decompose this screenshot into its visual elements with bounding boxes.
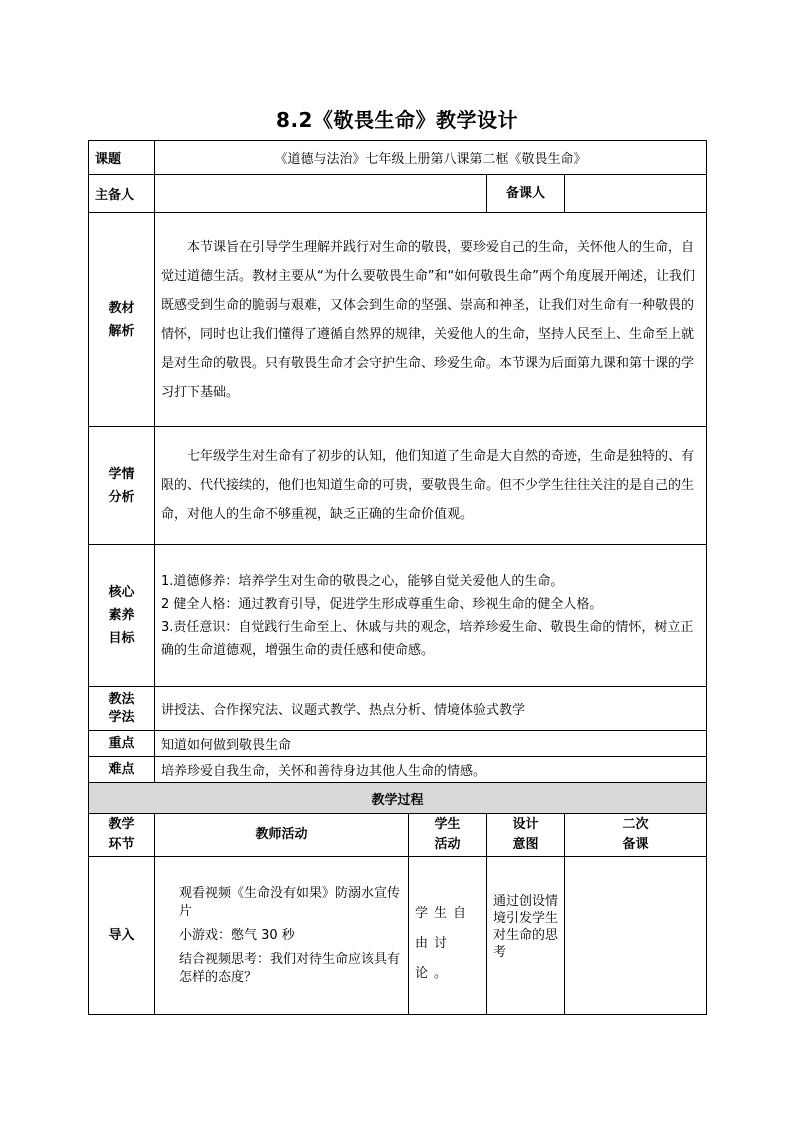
process-section-row [89, 783, 707, 814]
goals-row [89, 545, 707, 687]
key-point-row [89, 731, 707, 757]
course-value: 《道德与法治》七年级上册第八课第二框《敬畏生命》 [155, 141, 707, 175]
students-label: 学情 分析 [89, 427, 155, 545]
co-preparer-label: 备课人 [487, 175, 565, 213]
key-point-label: 重点 [89, 731, 155, 757]
header-teacher: 教师活动 [155, 814, 409, 857]
header-second-prep: 二次 备课 [565, 814, 707, 857]
methods-row [89, 687, 707, 731]
lesson-plan-table [88, 140, 707, 1015]
difficulty-label: 难点 [89, 757, 155, 783]
goals-label: 核心 素养 目标 [89, 545, 155, 687]
table-row [89, 857, 707, 1015]
key-point-value: 知道如何做到敬畏生命 [155, 731, 707, 757]
students-row [89, 427, 707, 545]
main-preparer-label: 主备人 [89, 175, 155, 213]
methods-value: 讲授法、合作探究法、议题式教学、热点分析、情境体验式教学 [155, 687, 707, 731]
difficulty-row [89, 757, 707, 783]
goal-item: 3.责任意识：自觉践行生命至上、休戚与共的观念，培养珍爱生命、敬畏生命的情怀，树立正确的生命道德观，增强生命的责任感和使命感。 [161, 619, 694, 658]
goal-item: 1.道德修养：培养学生对生命的敬畏之心，能够自觉关爱他人的生命。 [161, 573, 564, 589]
second-prep [565, 857, 707, 1015]
textbook-analysis-text: 本节课旨在引导学生理解并践行对生命的敬畏，要珍爱自己的生命，关怀他人的生命，自觉过道德生活。教材主要从“为什么要敬畏生命”和“如何敬畏生命”两个角度展开阐述，让我们既感受到生命的脆弱与艰难，又体会到生命的坚强、崇高和神圣，让我们对生命有一种敬畏的情怀，同时也让我们懂得了遵循自然界的规律，关爱他人的生命，坚持人民至上、生命至上就是对生命的敬畏。只有敬畏生命才会守护生命、珍爱生命。本节课为后面第九课和第十课的学习打下基础。 [155, 213, 707, 427]
header-student: 学生 活动 [409, 814, 487, 857]
students-analysis-text: 七年级学生对生命有了初步的认知，他们知道了生命是大自然的奇迹，生命是独特的、有限的、代代接续的，他们也知道生命的可贵，要敬畏生命。但不少学生往往关注的是自己的生命，对他人的生命不够重视，缺乏正确的生命价值观。 [155, 427, 707, 545]
student-activity: 学生自由讨论。 [409, 857, 487, 1015]
methods-label: 教法 学法 [89, 687, 155, 731]
textbook-label: 教材 解析 [89, 213, 155, 427]
header-stage: 教学 环节 [89, 814, 155, 857]
page-title: 8.2《敬畏生命》教学设计 [276, 108, 518, 132]
course-label: 课题 [89, 141, 155, 175]
process-header-row [89, 814, 707, 857]
stage-intro: 导入 [89, 857, 155, 1015]
course-row [89, 141, 707, 175]
textbook-row [89, 213, 707, 427]
main-preparer-value [155, 175, 487, 213]
co-preparer-value [565, 175, 707, 213]
goals-list [155, 545, 707, 687]
teacher-activity: 观看视频《生命没有如果》防溺水宣传片 小游戏：憋气 30 秒 结合视频思考：我们对待生命应该具有怎样的态度？ [155, 857, 409, 1015]
difficulty-value: 培养珍爱自我生命，关怀和善待身边其他人生命的情感。 [155, 757, 707, 783]
design-intent: 通过创设情境引发学生对生命的思考 [487, 857, 565, 1015]
process-section-title: 教学过程 [89, 783, 707, 814]
preparer-row [89, 175, 707, 213]
header-design: 设计 意图 [487, 814, 565, 857]
goal-item: 2 健全人格：通过教育引导，促进学生形成尊重生命、珍视生命的健全人格。 [161, 596, 603, 612]
